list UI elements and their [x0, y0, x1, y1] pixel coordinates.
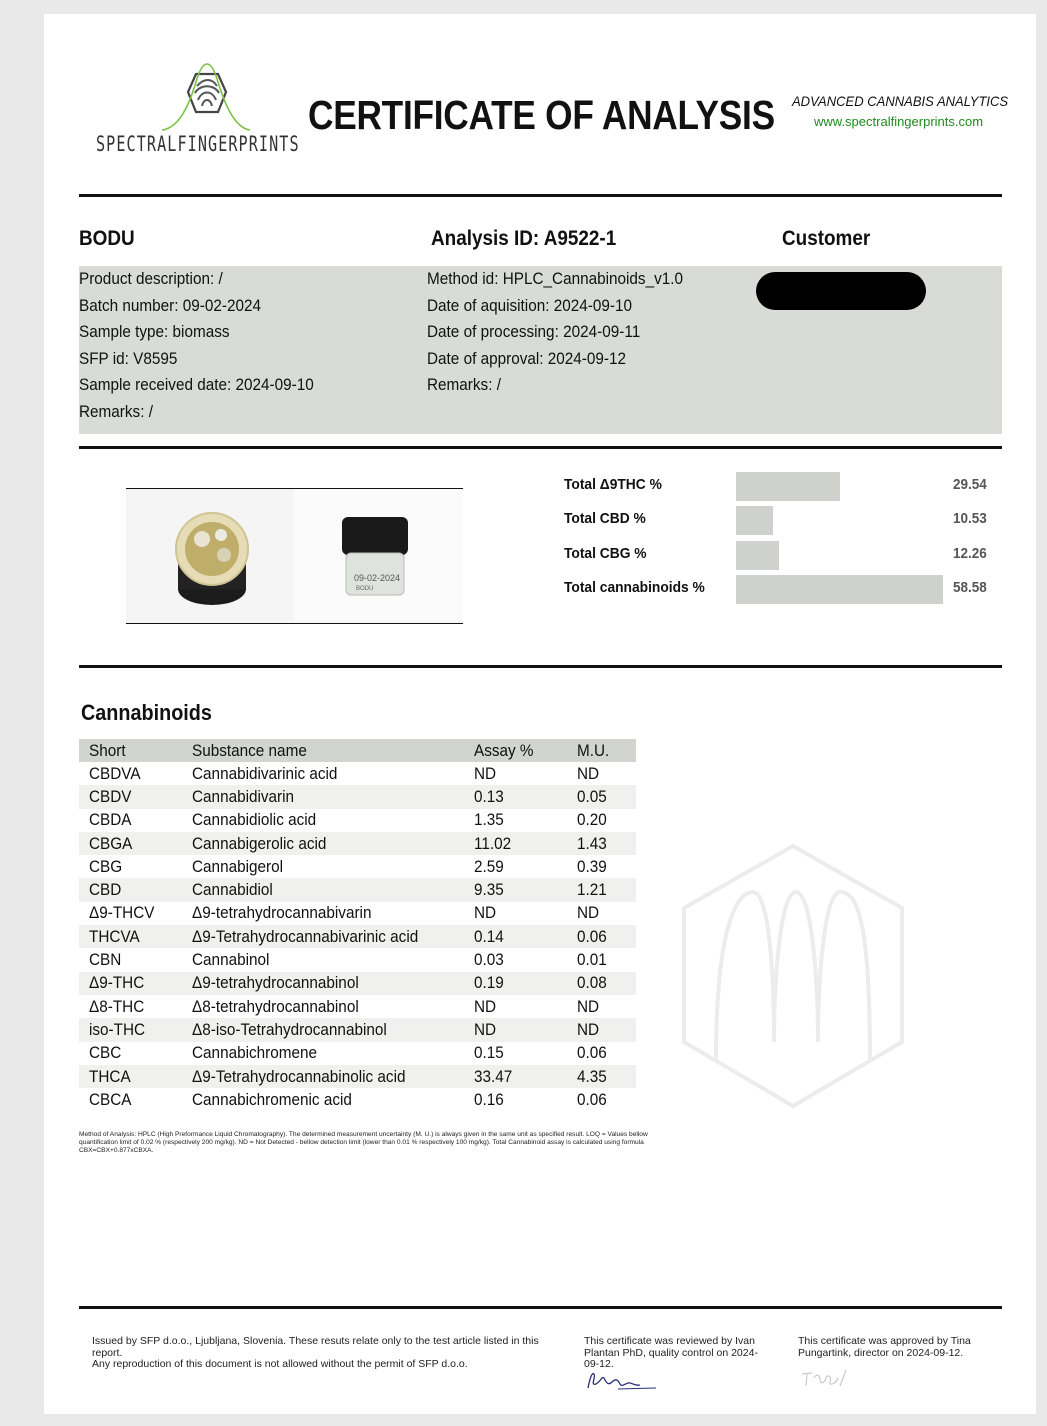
cell-mu: 0.06: [567, 925, 636, 948]
cell-assay: ND: [474, 903, 497, 923]
total-label: Total cannabinoids %: [564, 579, 705, 596]
cell-short: CBDV: [79, 785, 182, 808]
table-row: [79, 1018, 636, 1041]
cell-assay: 9.35: [464, 878, 567, 901]
cell-mu: 0.06: [577, 1089, 607, 1109]
table-row: [79, 785, 636, 808]
cell-mu: 0.06: [577, 1043, 607, 1063]
total-bar: [736, 575, 943, 604]
cell-substance: Δ9-Tetrahydrocannabivarinic acid: [182, 925, 464, 948]
cannabinoids-table: [79, 739, 636, 1111]
table-row: [79, 1042, 636, 1065]
sample-details: [79, 266, 314, 425]
cell-assay: 11.02: [464, 832, 567, 855]
cell-mu: ND: [567, 1018, 636, 1041]
cell-short: CBN: [89, 950, 122, 970]
table-row: [79, 855, 636, 878]
spectral-fingerprints-logo-icon: [160, 62, 252, 132]
cell-assay: 0.15: [474, 1043, 504, 1063]
sample-type: Sample type: biomass: [79, 322, 230, 341]
cell-substance: Cannabidivarin: [182, 785, 464, 808]
lab-name: ADVANCED CANNABIS ANALYTICS: [792, 93, 1009, 109]
product-description: Product description: /: [79, 269, 223, 288]
cell-short: CBCA: [89, 1089, 132, 1109]
column-header-mu: M.U.: [567, 739, 636, 762]
cell-assay: 0.03: [474, 950, 504, 970]
cell-mu: 1.21: [567, 878, 636, 901]
customer-redaction: [756, 272, 926, 310]
customer-heading: Customer: [782, 227, 871, 250]
table-row: [79, 995, 636, 1018]
cell-mu: ND: [577, 996, 600, 1016]
cell-assay: 33.47: [464, 1065, 567, 1088]
cell-short: iso-THC: [79, 1018, 182, 1041]
table-row: [79, 948, 636, 971]
cell-substance: Δ9-tetrahydrocannabivarin: [192, 903, 372, 923]
cell-substance: Cannabinol: [192, 950, 270, 970]
logo-text: SPECTRALFINGERPRINTS: [96, 132, 300, 156]
cell-short: THCA: [79, 1065, 182, 1088]
cell-substance: Cannabichromenic acid: [192, 1089, 352, 1109]
divider: [79, 1306, 1002, 1309]
table-row: [79, 925, 636, 948]
table-row: [79, 972, 636, 995]
divider: [79, 194, 1002, 197]
cell-substance: Δ9-tetrahydrocannabinol: [182, 972, 464, 995]
method-note: Method of Analysis: HPLC (High Preformance Liquid Chromatography). The determined measurement uncertainty (M. U.) is always given in the same unit as specified result. LOQ = Values bellow quantification limit of 0.02 % (respectively 200 mg/kg). ND = Not Detected - bellow detection limit (lower than 0.01 % respectively 100 mg/kg). Total Cannabinoid assay is calculated using formula CBX=CBX+0.877xCBXA.: [79, 1131, 648, 1154]
table-row: [79, 832, 636, 855]
cell-assay: 0.16: [474, 1089, 504, 1109]
cell-short: THCVA: [79, 925, 182, 948]
sample-photo: [126, 488, 463, 624]
director-signature-icon: [798, 1366, 858, 1392]
cell-mu: 0.01: [577, 950, 607, 970]
cell-substance: Cannabigerolic acid: [182, 832, 464, 855]
cell-mu: ND: [577, 763, 600, 783]
column-header-assay: Assay %: [464, 739, 567, 762]
cell-short: CBC: [89, 1043, 122, 1063]
cell-mu: 0.39: [577, 856, 607, 876]
analysis-remarks: Remarks: /: [427, 375, 501, 394]
sample-received-date: Sample received date: 2024-09-10: [79, 375, 314, 394]
cell-substance: Δ9-Tetrahydrocannabinolic acid: [182, 1065, 464, 1088]
cell-short: Δ8-THC: [89, 996, 145, 1016]
table-row: [79, 762, 636, 785]
cell-substance: Cannabichromene: [192, 1043, 318, 1063]
total-value: 10.53: [953, 510, 987, 527]
cell-short: CBGA: [79, 832, 182, 855]
footer-issued: [92, 1336, 562, 1371]
cell-assay: 0.13: [464, 785, 567, 808]
page-title: CERTIFICATE OF ANALYSIS: [308, 92, 775, 138]
lab-website-link[interactable]: www.spectralfingerprints.com: [814, 114, 984, 129]
watermark-logo-icon: [678, 842, 908, 1112]
date-approval: Date of approval: 2024-09-12: [427, 348, 627, 368]
cell-short: CBD: [79, 878, 182, 901]
cell-short: Δ9-THC: [79, 972, 182, 995]
divider: [79, 665, 1002, 668]
column-header-short: Short: [79, 739, 182, 762]
cell-substance: Δ8-iso-Tetrahydrocannabinol: [182, 1018, 464, 1041]
total-value: 29.54: [953, 476, 987, 493]
total-bar: [736, 506, 773, 535]
divider: [79, 446, 1002, 449]
cell-short: CBDVA: [89, 763, 141, 783]
reviewer-signature-icon: [584, 1368, 660, 1394]
total-value: 12.26: [953, 545, 987, 562]
table-row: [79, 902, 636, 925]
table-header-row: [79, 739, 636, 762]
analysis-details: [427, 266, 683, 399]
issued-line-2: Any reproduction of this document is not allowed without the permit of SFP d.o.o.: [92, 1358, 468, 1370]
total-label: Total CBG %: [564, 545, 647, 562]
date-processing: Date of processing: 2024-09-11: [427, 322, 641, 341]
cell-short: Δ9-THCV: [89, 903, 155, 923]
analysis-id: Analysis ID: A9522-1: [431, 227, 617, 250]
table-row: [79, 809, 636, 832]
jar-label-text: 09-02-2024: [354, 573, 401, 583]
sfp-id: SFP id: V8595: [79, 348, 178, 368]
total-value: 58.58: [953, 579, 987, 596]
cell-short: CBG: [89, 856, 123, 876]
total-bar: [736, 472, 840, 501]
cell-assay: ND: [464, 1018, 567, 1041]
footer-approved: This certificate was approved by Tina Pungartink, director on 2024-09-12.: [798, 1335, 971, 1359]
cell-substance: Cannabidiol: [182, 878, 464, 901]
cell-mu: 0.20: [577, 810, 607, 830]
totals-panel: [564, 472, 994, 612]
cell-substance: Cannabigerol: [192, 856, 284, 876]
footer-reviewed: This certificate was reviewed by Ivan Plantan PhD, quality control on 2024-09-12.: [584, 1335, 758, 1370]
cell-assay: ND: [474, 996, 497, 1016]
sample-name: BODU: [79, 227, 135, 250]
total-label: Total Δ9THC %: [564, 476, 662, 493]
jar-label-name: BODU: [356, 586, 374, 592]
cell-substance: Cannabidiolic acid: [192, 810, 317, 830]
issued-line-1: Issued by SFP d.o.o., Ljubljana, Slovenia. These resuts relate only to the test article listed in this report.: [92, 1335, 539, 1359]
total-label: Total CBD %: [564, 510, 646, 527]
table-row: [79, 1065, 636, 1088]
cell-short: CBDA: [89, 810, 132, 830]
table-row: [79, 1088, 636, 1111]
cell-mu: ND: [577, 903, 600, 923]
column-header-substance: Substance name: [182, 739, 464, 762]
total-bar: [736, 541, 779, 570]
sample-jars-image: [126, 489, 463, 620]
cell-assay: ND: [474, 763, 497, 783]
date-acquisition: Date of aquisition: 2024-09-10: [427, 295, 632, 315]
cell-mu: 4.35: [567, 1065, 636, 1088]
sample-remarks: Remarks: /: [79, 401, 153, 421]
cell-assay: 0.19: [464, 972, 567, 995]
cell-mu: 0.08: [567, 972, 636, 995]
cannabinoids-heading: Cannabinoids: [81, 700, 212, 725]
method-id: Method id: HPLC_Cannabinoids_v1.0: [427, 269, 684, 288]
cell-assay: 0.14: [464, 925, 567, 948]
cell-assay: 1.35: [474, 810, 504, 830]
batch-number: Batch number: 09-02-2024: [79, 295, 262, 315]
cell-mu: 0.05: [567, 785, 636, 808]
cell-substance: Δ8-tetrahydrocannabinol: [192, 996, 359, 1016]
cell-mu: 1.43: [567, 832, 636, 855]
cell-substance: Cannabidivarinic acid: [192, 763, 338, 783]
cell-assay: 2.59: [474, 856, 504, 876]
table-row: [79, 878, 636, 901]
